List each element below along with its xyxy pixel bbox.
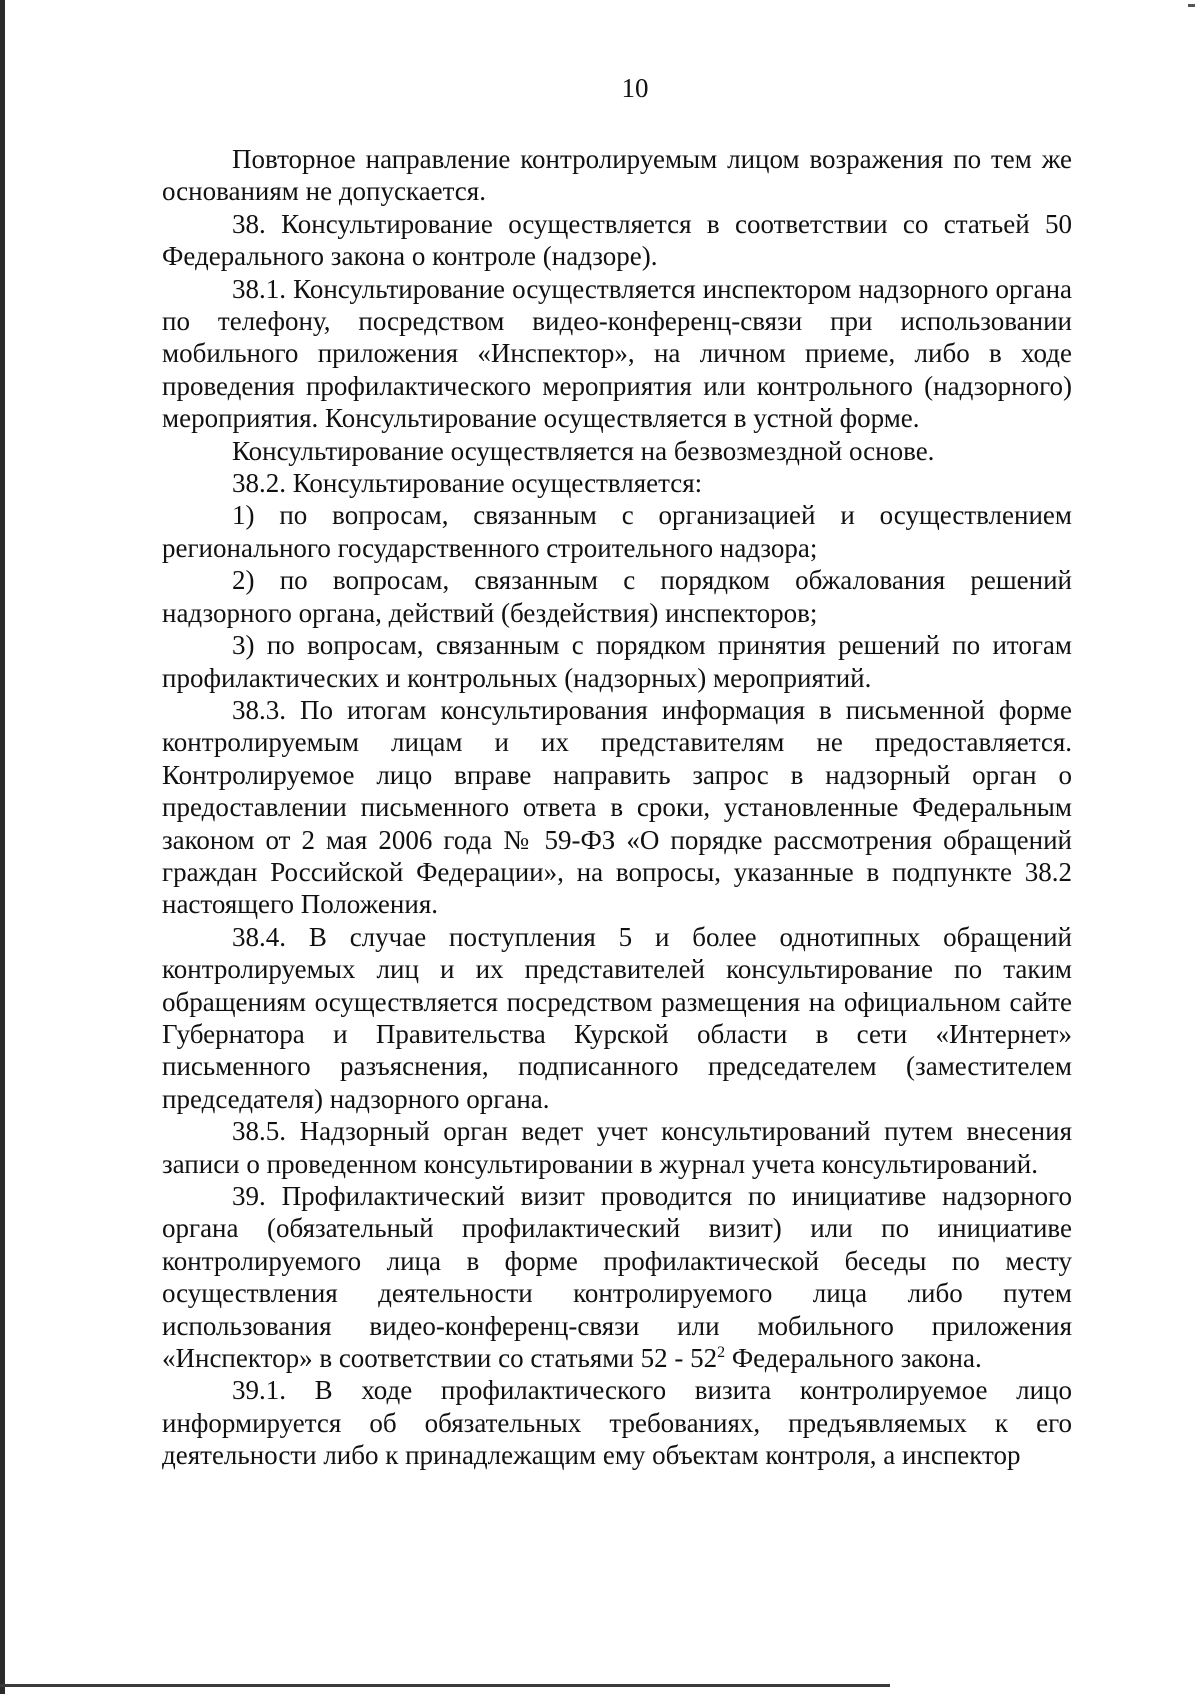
scan-bottom-edge (0, 1684, 890, 1687)
paragraph-38-2: 38.2. Консультирование осуществляется: (232, 468, 703, 499)
paragraph-39-1: 39.1. В ходе профилактического визита контролируемое лицо информируется об обязательных требованиях, предъявляемых к его деятельности либо к принадлежащим ему объектам контроля, а инспектор (162, 1375, 1072, 1471)
page-number: 10 (621, 73, 649, 103)
list-item-2: 2) по вопросам, связанным с порядком обжалования решений надзорного органа, действий (бездействия) инспекторов; (162, 565, 1072, 628)
paragraph-38-4: 38.4. В случае поступления 5 и более однотипных обращений контролируемых лиц и их представителей консультирование по таким обращениям осуществляется посредством размещения на официальном сайте Губернатора и Правительства Курской области в сети «Интернет» письменного разъяснения, подписанного председателем (заместителем председателя) надзорного органа. (162, 921, 1072, 1114)
document-body (162, 143, 1072, 1472)
paragraph-39 (162, 1180, 1072, 1374)
paragraph-39-text: 39. Профилактический визит проводится по инициативе надзорного органа (обязательный профилактический визит) или по инициативе контролируемого лица в форме профилактической беседы по месту осуществления деятельности контролируемого лица либо путем использования видео-конференц-связи или мобильного приложения «Инспектор» в соответствии со статьями 52 - 52 (162, 1181, 1072, 1374)
list-item-1: 1) по вопросам, связанным с организацией и осуществлением регионального государственного строительного надзора; (162, 500, 1072, 563)
paragraph: Повторное направление контролируемым лицом возражения по тем же основаниям не допускается. (162, 144, 1072, 207)
superscript: 2 (717, 1344, 726, 1362)
paragraph-38-1: 38.1. Консультирование осуществляется инспектором надзорного органа по телефону, посредством видео-конференц-связи при использовании мобильного приложения «Инспектор», на личном приеме, либо в ходе проведения профилактического мероприятия или контрольного (надзорного) мероприятия. Консультирование осуществляется в устной форме. (162, 273, 1072, 434)
paragraph-38: 38. Консультирование осуществляется в соответствии со статьей 50 Федерального закона о контроле (надзоре). (162, 208, 1072, 272)
paragraph-38-5: 38.5. Надзорный орган ведет учет консультирований путем внесения записи о проведенном консультировании в журнал учета консультирований. (162, 1116, 1072, 1179)
paragraph-38-3: 38.3. По итогам консультирования информация в письменной форме контролируемым лицам и их представителям не предоставляется. Контролируемое лицо вправе направить запрос в надзорный орган о предоставлении письменного ответа в сроки, установленные Федеральным законом от 2 мая 2006 года № 59-ФЗ «О порядке рассмотрения обращений граждан Российской Федерации», на вопросы, указанные в подпункте 38.2 настоящего Положения. (162, 694, 1072, 920)
scan-left-edge (0, 0, 5, 1694)
paragraph: Консультирование осуществляется на безвозмездной основе. (232, 435, 935, 466)
paragraph-39-tail: Федерального закона. (725, 1343, 982, 1374)
scan-corner-mark (1188, 4, 1195, 7)
list-item-3: 3) по вопросам, связанным с порядком принятия решений по итогам профилактических и контрольных (надзорных) мероприятий. (162, 630, 1072, 693)
